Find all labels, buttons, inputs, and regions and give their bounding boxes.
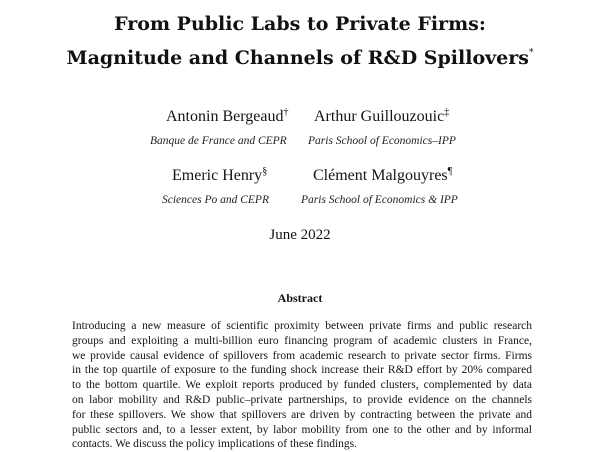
paper-title-line-1 — [0, 11, 600, 37]
abstract-line: we provide causal evidence of spillovers from academic research to private sector firms. Firms — [72, 349, 532, 362]
abstract-line: in the top quartile of exposure to the funding shock increase their R&D effort by 20% compared — [72, 364, 532, 377]
abstract-line: public sectors and, to a lesser extent, by labor mobility from one to the other and by informal — [72, 423, 532, 436]
author-footnote-mark: † — [283, 107, 289, 118]
author-name-text: Arthur Guillouzouic — [314, 108, 445, 125]
author-footnote-mark: § — [262, 166, 268, 177]
abstract-line: on labor mobility and R&D public–private partnerships, to provide evidence on the channels — [72, 393, 532, 406]
abstract-line: to the bottom quartile. We exploit reports produced by funded clusters, complemented by data — [72, 379, 532, 392]
abstract-body — [72, 319, 532, 452]
title-footnote-mark: * — [528, 48, 534, 58]
author-name — [166, 108, 288, 126]
author-footnote-mark: ¶ — [447, 166, 453, 177]
author-name — [172, 167, 267, 185]
author-footnote-mark: ‡ — [444, 107, 450, 118]
abstract-line: for these spillovers. We show that spillovers are driven by contracting between the private and — [72, 408, 532, 421]
author-name-text: Clément Malgouyres — [313, 167, 448, 184]
abstract-line: groups and exploiting a multi-billion euro financing program of academic clusters in France, — [72, 334, 532, 347]
abstract-line: contacts. We discuss the policy implications of these findings. — [72, 438, 358, 451]
author-affiliation: Sciences Po and CEPR — [162, 194, 269, 206]
author-name-text: Antonin Bergeaud — [166, 108, 284, 125]
paper-date: June 2022 — [269, 227, 331, 243]
paper-title-line-2 — [0, 45, 600, 71]
author-name — [313, 167, 452, 185]
author-affiliation: Banque de France and CEPR — [150, 135, 287, 147]
paper-title-line-1-text: From Public Labs to Private Firms: — [114, 13, 486, 35]
paper-title-line-2-text: Magnitude and Channels of R&D Spillovers — [66, 47, 529, 69]
author-name-text: Emeric Henry — [172, 167, 263, 184]
abstract-heading: Abstract — [277, 291, 323, 305]
author-affiliation: Paris School of Economics–IPP — [308, 135, 456, 147]
author-name — [314, 108, 449, 126]
abstract-line: Introducing a new measure of scientific proximity between private firms and public research — [72, 320, 532, 332]
author-affiliation: Paris School of Economics & IPP — [301, 194, 458, 206]
